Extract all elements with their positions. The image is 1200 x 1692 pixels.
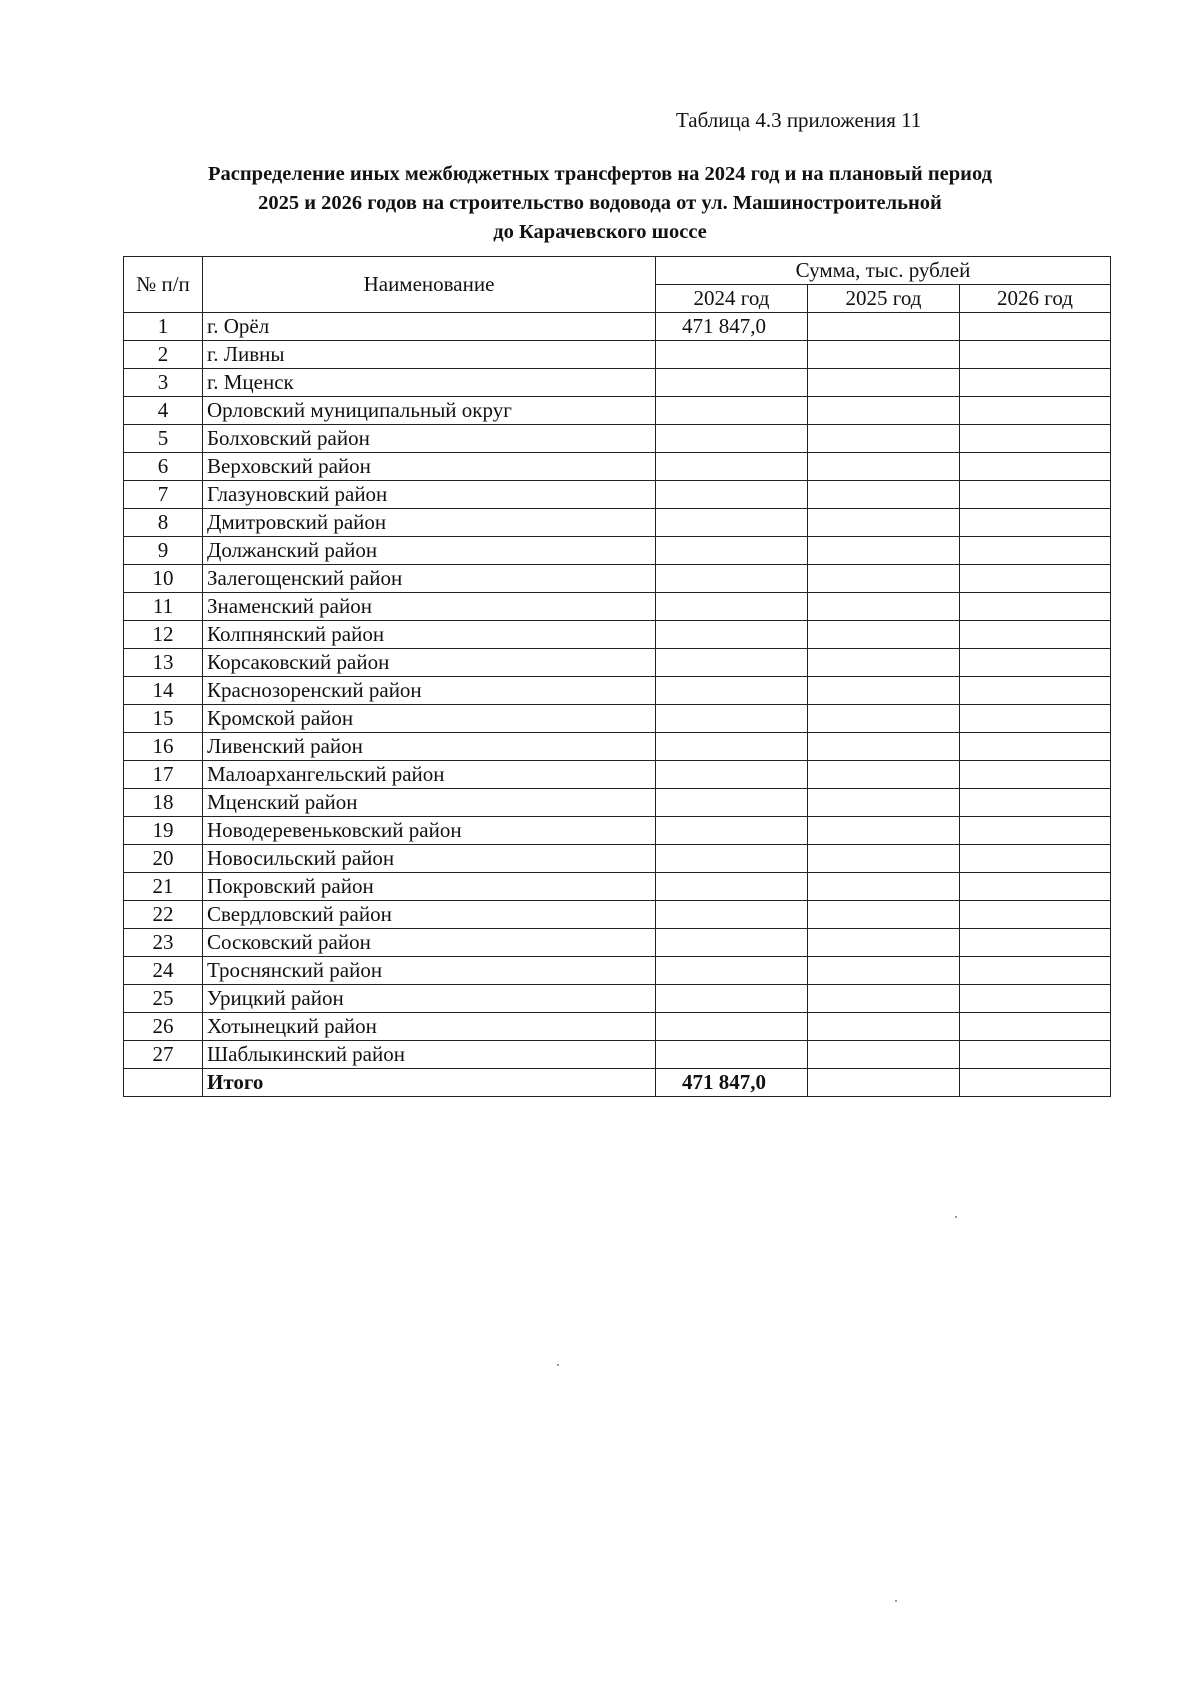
title-line: до Карачевского шоссе xyxy=(493,221,707,243)
row-value-2024 xyxy=(656,537,808,565)
row-value-2026 xyxy=(960,873,1111,901)
table-row xyxy=(124,817,1111,845)
row-value-2026 xyxy=(960,369,1111,397)
row-value-2025 xyxy=(808,761,960,789)
row-value-2025 xyxy=(808,1013,960,1041)
table-row xyxy=(124,313,1111,341)
header-sum-group: Сумма, тыс. рублей xyxy=(656,257,1111,285)
row-value-2025 xyxy=(808,677,960,705)
row-name: Дмитровский район xyxy=(203,509,656,537)
row-number: 19 xyxy=(124,817,203,845)
row-value-2025 xyxy=(808,369,960,397)
row-value-2024 xyxy=(656,509,808,537)
row-value-2024 xyxy=(656,733,808,761)
row-name: Сосковский район xyxy=(203,929,656,957)
table-row xyxy=(124,425,1111,453)
row-value-2025 xyxy=(808,873,960,901)
row-name: Залегощенский район xyxy=(203,565,656,593)
header-year-2026: 2026 год xyxy=(960,285,1111,313)
row-value-2024 xyxy=(656,901,808,929)
table-row xyxy=(124,677,1111,705)
row-number: 13 xyxy=(124,649,203,677)
row-name: г. Орёл xyxy=(203,313,656,341)
row-number: 17 xyxy=(124,761,203,789)
row-value-2026 xyxy=(960,453,1111,481)
row-value-2025 xyxy=(808,425,960,453)
table-row xyxy=(124,1013,1111,1041)
row-value-2024 xyxy=(656,929,808,957)
row-value-2025 xyxy=(808,565,960,593)
row-value-2024: 471 847,0 xyxy=(656,313,808,341)
row-value-2026 xyxy=(960,593,1111,621)
row-value-2025 xyxy=(808,901,960,929)
total-2026 xyxy=(960,1069,1111,1097)
row-name: Кромской район xyxy=(203,705,656,733)
row-value-2026 xyxy=(960,397,1111,425)
row-value-2024 xyxy=(656,677,808,705)
row-value-2025 xyxy=(808,789,960,817)
row-number: 2 xyxy=(124,341,203,369)
row-name: Краснозоренский район xyxy=(203,677,656,705)
row-value-2024 xyxy=(656,593,808,621)
row-name: г. Мценск xyxy=(203,369,656,397)
row-value-2026 xyxy=(960,705,1111,733)
row-value-2026 xyxy=(960,677,1111,705)
row-name: Новодеревеньковский район xyxy=(203,817,656,845)
row-value-2024 xyxy=(656,425,808,453)
row-value-2026 xyxy=(960,761,1111,789)
row-value-2025 xyxy=(808,593,960,621)
row-value-2024 xyxy=(656,621,808,649)
row-number: 7 xyxy=(124,481,203,509)
row-value-2026 xyxy=(960,537,1111,565)
total-num-cell xyxy=(124,1069,203,1097)
row-value-2025 xyxy=(808,453,960,481)
row-name: Болховский район xyxy=(203,425,656,453)
table-row xyxy=(124,649,1111,677)
annex-label: Таблица 4.3 приложения 11 xyxy=(676,108,922,132)
header-year-2024: 2024 год xyxy=(656,285,808,313)
row-value-2026 xyxy=(960,845,1111,873)
table-row xyxy=(124,453,1111,481)
header-year-2025: 2025 год xyxy=(808,285,960,313)
row-number: 12 xyxy=(124,621,203,649)
row-name: Колпнянский район xyxy=(203,621,656,649)
table-body xyxy=(124,313,1111,1069)
table-row xyxy=(124,733,1111,761)
row-value-2026 xyxy=(960,649,1111,677)
row-name: Орловский муниципальный округ xyxy=(203,397,656,425)
row-name: Троснянский район xyxy=(203,957,656,985)
row-value-2026 xyxy=(960,313,1111,341)
row-value-2024 xyxy=(656,985,808,1013)
scan-speck xyxy=(955,1216,957,1218)
row-number: 24 xyxy=(124,957,203,985)
row-value-2026 xyxy=(960,425,1111,453)
row-number: 21 xyxy=(124,873,203,901)
row-value-2026 xyxy=(960,817,1111,845)
row-value-2026 xyxy=(960,341,1111,369)
row-value-2026 xyxy=(960,1041,1111,1069)
row-value-2025 xyxy=(808,817,960,845)
row-value-2026 xyxy=(960,929,1111,957)
row-value-2025 xyxy=(808,313,960,341)
row-name: Знаменский район xyxy=(203,593,656,621)
row-value-2024 xyxy=(656,565,808,593)
distribution-table xyxy=(123,256,1111,1097)
row-name: Мценский район xyxy=(203,789,656,817)
row-value-2025 xyxy=(808,929,960,957)
row-number: 5 xyxy=(124,425,203,453)
row-value-2026 xyxy=(960,733,1111,761)
row-name: Покровский район xyxy=(203,873,656,901)
header-number: № п/п xyxy=(124,257,203,313)
row-number: 27 xyxy=(124,1041,203,1069)
table-row xyxy=(124,593,1111,621)
header-name: Наименование xyxy=(203,257,656,313)
row-value-2024 xyxy=(656,761,808,789)
row-value-2025 xyxy=(808,509,960,537)
row-name: Ливенский район xyxy=(203,733,656,761)
table-row xyxy=(124,341,1111,369)
row-number: 15 xyxy=(124,705,203,733)
row-value-2024 xyxy=(656,873,808,901)
row-value-2025 xyxy=(808,397,960,425)
row-value-2024 xyxy=(656,481,808,509)
row-value-2025 xyxy=(808,845,960,873)
row-value-2026 xyxy=(960,565,1111,593)
row-name: Верховский район xyxy=(203,453,656,481)
table-row xyxy=(124,957,1111,985)
row-name: Глазуновский район xyxy=(203,481,656,509)
row-value-2025 xyxy=(808,341,960,369)
total-2025 xyxy=(808,1069,960,1097)
row-number: 18 xyxy=(124,789,203,817)
row-name: Должанский район xyxy=(203,537,656,565)
row-value-2025 xyxy=(808,1041,960,1069)
table-row xyxy=(124,481,1111,509)
row-value-2026 xyxy=(960,901,1111,929)
row-number: 25 xyxy=(124,985,203,1013)
total-row xyxy=(124,1069,1111,1097)
row-number: 9 xyxy=(124,537,203,565)
row-value-2024 xyxy=(656,649,808,677)
total-2024: 471 847,0 xyxy=(656,1069,808,1097)
row-number: 1 xyxy=(124,313,203,341)
row-name: Корсаковский район xyxy=(203,649,656,677)
table-row xyxy=(124,789,1111,817)
row-value-2026 xyxy=(960,481,1111,509)
table-row xyxy=(124,705,1111,733)
row-value-2025 xyxy=(808,537,960,565)
row-number: 10 xyxy=(124,565,203,593)
table-row xyxy=(124,397,1111,425)
row-number: 3 xyxy=(124,369,203,397)
document-title xyxy=(100,160,1100,247)
table-row xyxy=(124,621,1111,649)
row-value-2024 xyxy=(656,341,808,369)
row-value-2024 xyxy=(656,789,808,817)
table-row xyxy=(124,901,1111,929)
total-label: Итого xyxy=(203,1069,656,1097)
scan-speck xyxy=(895,1600,897,1602)
table-row xyxy=(124,565,1111,593)
row-value-2024 xyxy=(656,397,808,425)
row-value-2024 xyxy=(656,705,808,733)
row-number: 11 xyxy=(124,593,203,621)
row-name: Свердловский район xyxy=(203,901,656,929)
row-value-2025 xyxy=(808,733,960,761)
row-number: 14 xyxy=(124,677,203,705)
row-value-2026 xyxy=(960,789,1111,817)
table-row xyxy=(124,929,1111,957)
table-row xyxy=(124,873,1111,901)
table-row xyxy=(124,369,1111,397)
row-value-2024 xyxy=(656,1041,808,1069)
table-row xyxy=(124,537,1111,565)
table-row xyxy=(124,509,1111,537)
row-value-2024 xyxy=(656,453,808,481)
row-name: Хотынецкий район xyxy=(203,1013,656,1041)
row-value-2025 xyxy=(808,621,960,649)
table-row xyxy=(124,985,1111,1013)
row-value-2025 xyxy=(808,649,960,677)
row-value-2024 xyxy=(656,845,808,873)
row-name: Новосильский район xyxy=(203,845,656,873)
row-value-2025 xyxy=(808,481,960,509)
row-number: 26 xyxy=(124,1013,203,1041)
row-value-2025 xyxy=(808,985,960,1013)
row-number: 16 xyxy=(124,733,203,761)
row-number: 20 xyxy=(124,845,203,873)
row-number: 4 xyxy=(124,397,203,425)
row-value-2026 xyxy=(960,509,1111,537)
row-name: г. Ливны xyxy=(203,341,656,369)
row-name: Малоархангельский район xyxy=(203,761,656,789)
row-value-2024 xyxy=(656,817,808,845)
row-value-2026 xyxy=(960,1013,1111,1041)
title-line: Распределение иных межбюджетных трансфертов на 2024 год и на плановый период xyxy=(208,163,992,185)
row-value-2024 xyxy=(656,957,808,985)
row-number: 8 xyxy=(124,509,203,537)
table-row xyxy=(124,1041,1111,1069)
row-number: 22 xyxy=(124,901,203,929)
row-value-2025 xyxy=(808,705,960,733)
row-value-2026 xyxy=(960,985,1111,1013)
table-row xyxy=(124,845,1111,873)
row-value-2025 xyxy=(808,957,960,985)
row-value-2026 xyxy=(960,957,1111,985)
row-value-2026 xyxy=(960,621,1111,649)
row-value-2024 xyxy=(656,369,808,397)
scan-speck xyxy=(557,1364,559,1366)
title-line: 2025 и 2026 годов на строительство водовода от ул. Машиностроительной xyxy=(258,192,942,214)
row-number: 23 xyxy=(124,929,203,957)
row-value-2024 xyxy=(656,1013,808,1041)
row-name: Урицкий район xyxy=(203,985,656,1013)
row-number: 6 xyxy=(124,453,203,481)
row-name: Шаблыкинский район xyxy=(203,1041,656,1069)
table-row xyxy=(124,761,1111,789)
